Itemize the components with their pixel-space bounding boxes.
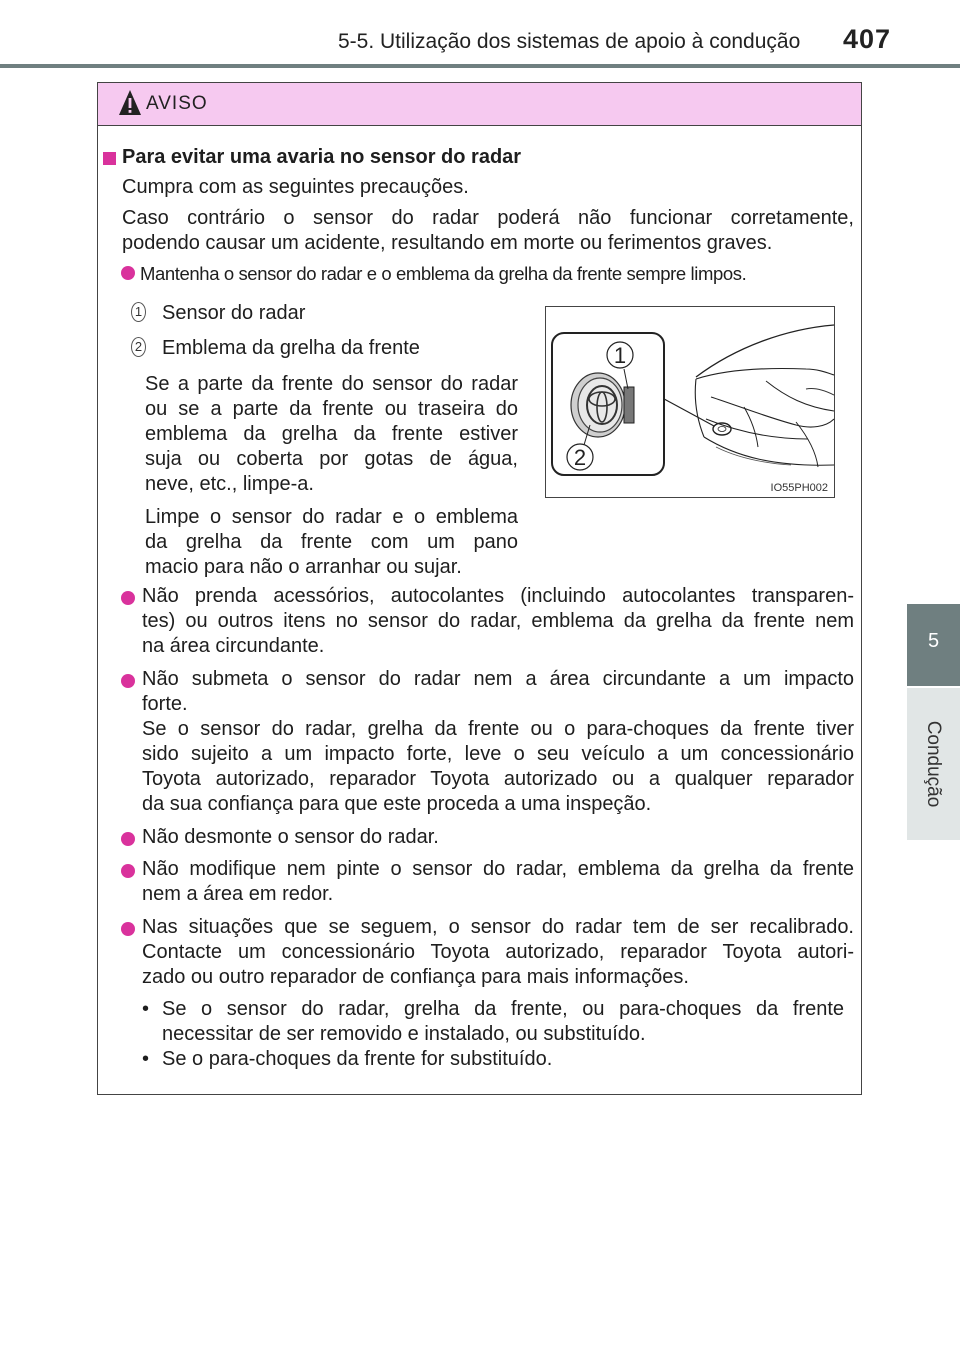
bullet-impact-line: Toyota autorizado, reparador Toyota autorizado ou a qualquer reparador	[142, 768, 854, 790]
wipe-note-line: da grelha da frente com um pano	[145, 531, 518, 553]
bullet-dot-icon	[121, 864, 135, 878]
bullet-recalibrate-line: Contacte um concessionário Toyota autorizado, reparador Toyota autori-	[142, 941, 854, 963]
bullet-impact-line: forte.	[142, 693, 188, 715]
bullet-impact-line: Não submeta o sensor do radar nem a área circundante a um impacto	[142, 668, 854, 690]
bullet-dot-icon	[121, 832, 135, 846]
sub-bullet-marker: •	[142, 998, 150, 1020]
consequence-line: podendo causar um acidente, resultando em morte ou ferimentos graves.	[122, 232, 773, 254]
bullet-clean-text: Mantenha o sensor do radar e o emblema da grelha da frente sempre limpos.	[140, 263, 747, 284]
warning-title: AVISO	[146, 93, 208, 114]
bullet-recalibrate-line: zado ou outro reparador de confiança para mais informações.	[142, 966, 689, 988]
callout-2-number: 2	[573, 445, 587, 470]
sub-bullet-line: necessitar de ser removido e instalado, ou substituído.	[162, 1023, 646, 1045]
bullet-modify-line: Não modifique nem pinte o sensor do radar, emblema da grelha da frente	[142, 858, 854, 880]
bullet-dot-icon	[121, 922, 135, 936]
header-rule	[0, 64, 960, 68]
figure-code: IO55PH002	[770, 482, 828, 494]
section-title: 5-5. Utilização dos sistemas de apoio à condução	[338, 30, 801, 53]
chapter-label: Condução	[923, 720, 944, 808]
chapter-tab[interactable]	[907, 604, 960, 686]
bullet-accessories-line: tes) ou outros itens no sensor do radar, emblema da grelha da frente nem	[142, 610, 854, 632]
legend-number: 2	[131, 337, 146, 357]
warning-triangle-icon	[118, 89, 142, 117]
intro-text: Cumpra com as seguintes precauções.	[122, 176, 469, 198]
clean-note-line: suja ou coberta por gotas de água,	[145, 448, 518, 470]
legend-number: 1	[131, 302, 146, 322]
sub-bullet-line: Se o sensor do radar, grelha da frente, ou para-choques da frente	[162, 998, 844, 1020]
bullet-impact-line: Se o sensor do radar, grelha da frente ou o para-choques da frente tiver	[142, 718, 854, 740]
section-square-icon	[103, 152, 116, 165]
clean-note-line: emblema da grelha da frente estiver	[145, 423, 518, 445]
clean-note-line: neve, etc., limpe-a.	[145, 473, 314, 495]
warning-heading: Para evitar uma avaria no sensor do radar	[122, 146, 522, 168]
bullet-dot-icon	[121, 674, 135, 688]
bullet-dot-icon	[121, 591, 135, 605]
page-number: 407	[843, 24, 892, 54]
legend-label-radar-sensor: Sensor do radar	[162, 302, 306, 324]
chapter-strip	[907, 688, 960, 840]
clean-note-line: ou se a parte da frente ou traseira do	[145, 398, 518, 420]
wipe-note-line: Limpe o sensor do radar e o emblema	[145, 506, 518, 528]
bullet-impact-line: da sua confiança para que este proceda a uma inspeção.	[142, 793, 652, 815]
sub-bullet-line: Se o para-choques da frente for substituído.	[162, 1048, 553, 1070]
clean-note-line: Se a parte da frente do sensor do radar	[145, 373, 518, 395]
warning-header	[98, 83, 861, 126]
bullet-disassemble-text: Não desmonte o sensor do radar.	[142, 826, 439, 848]
bullet-recalibrate-line: Nas situações que se seguem, o sensor do radar tem de ser recalibrado.	[142, 916, 854, 938]
sub-bullet-marker: •	[142, 1048, 150, 1070]
callout-1-number: 1	[613, 343, 627, 368]
consequence-line: Caso contrário o sensor do radar poderá não funcionar corretamente,	[122, 207, 854, 229]
legend-label-grille-emblem: Emblema da grelha da frente	[162, 337, 420, 359]
radar-sensor-figure	[545, 306, 835, 498]
bullet-impact-line: sido sujeito a um impacto forte, leve o seu veículo a um concessionário	[142, 743, 854, 765]
chapter-number: 5	[927, 630, 940, 652]
bullet-modify-line: nem a área em redor.	[142, 883, 334, 905]
bullet-accessories-line: Não prenda acessórios, autocolantes (incluindo autocolantes transparen-	[142, 585, 854, 607]
warning-box	[97, 82, 862, 1095]
bullet-accessories-line: na área circundante.	[142, 635, 325, 657]
wipe-note-line: macio para não o arranhar ou sujar.	[145, 556, 462, 578]
car-front-illustration	[546, 307, 834, 497]
bullet-dot-icon	[121, 266, 135, 280]
